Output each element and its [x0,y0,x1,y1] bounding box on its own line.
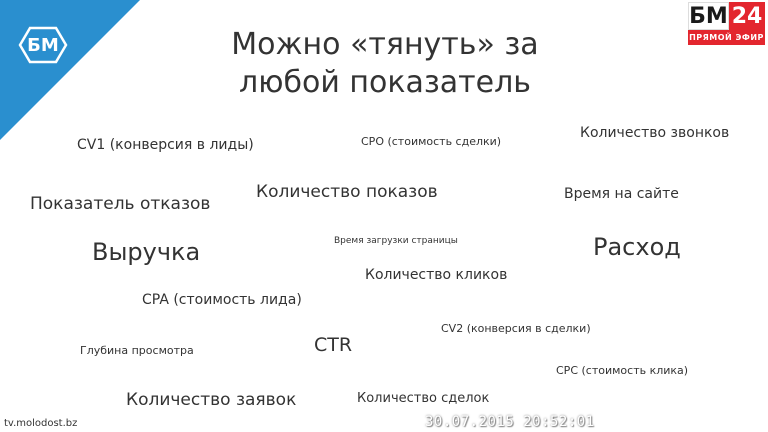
title-line-1: Можно «тянуть» за [231,27,539,62]
metric-time-on-site: Время на сайте [564,186,679,202]
channel-badge [688,2,765,46]
timestamp-overlay: 30.07.2015 20:52:01 [425,414,595,430]
metric-clicks: Количество кликов [365,267,508,283]
metric-depth: Глубина просмотра [80,344,194,357]
footer-url: tv.molodost.bz [4,418,78,429]
metric-cpa: CPA (стоимость лида) [142,292,302,308]
live-label: ПРЯМОЙ ЭФИР [688,30,765,45]
badge-24: 24 [729,2,765,30]
metric-calls: Количество звонков [580,125,730,141]
title-line-2: любой показатель [239,65,531,100]
metric-expense: Расход [593,233,681,261]
metric-ctr: CTR [314,334,353,356]
metric-cv2: CV2 (конверсия в сделки) [441,322,591,335]
metric-requests: Количество заявок [126,390,297,410]
metric-cv1: CV1 (конверсия в лиды) [77,137,254,153]
metric-load-time: Время загрузки страницы [334,236,458,246]
corner-accent [0,0,140,140]
metric-revenue: Выручка [92,238,201,266]
slide-title [150,26,620,102]
metric-cpo: CPO (стоимость сделки) [361,135,502,148]
metric-bounce: Показатель отказов [30,194,211,214]
badge-bm: БМ [689,3,728,29]
logo-text: БМ [27,34,59,56]
metric-deals: Количество сделок [357,391,490,406]
metric-impressions: Количество показов [256,182,438,202]
metric-cpc: CPC (стоимость клика) [556,364,689,377]
bm-logo [18,26,68,64]
